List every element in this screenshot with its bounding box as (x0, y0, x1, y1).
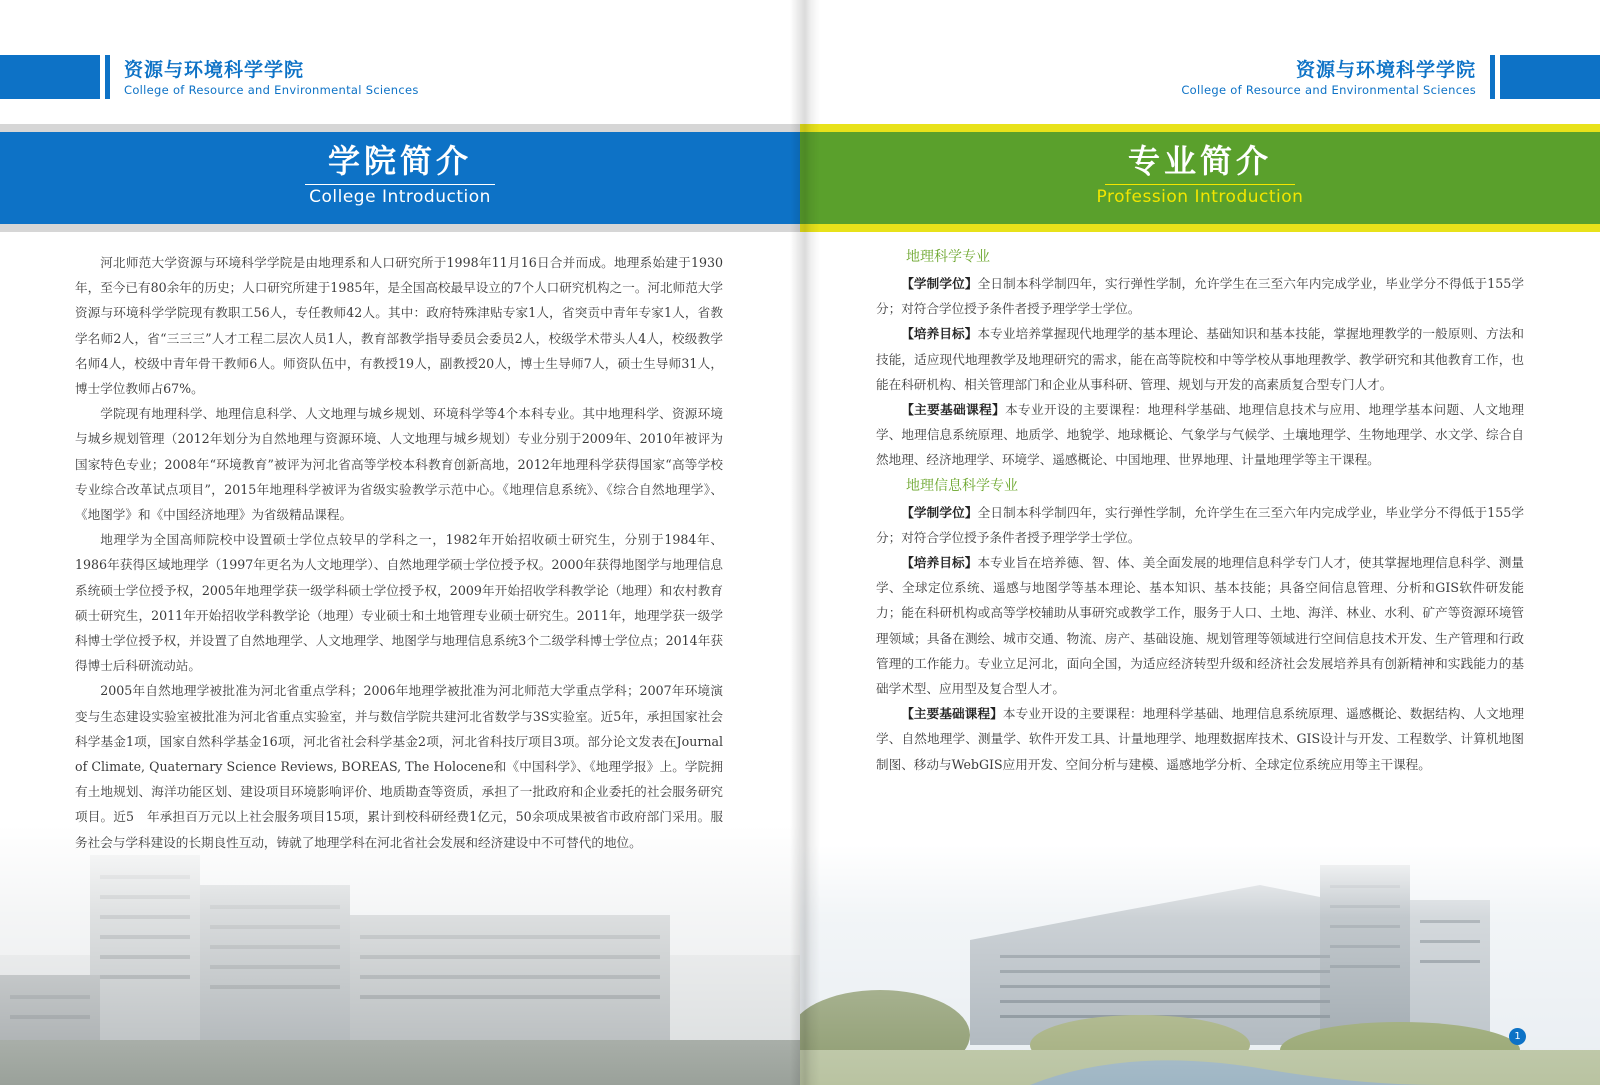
intro-paragraph: 河北师范大学资源与环境科学学院是由地理系和人口研究所于1998年11月16日合并而成。地理系始建于1930年，至今已有80余年的历史；人口研究所建于1985年，是全国高校最早设立的7个人口研究机构之一。河北师范大学资源与环境科学学院现有教职工56人，专任教师42人。其中：政府特殊津贴专家1人，省突贡中青年专家1人，省教学名师2人，省“三三三”人才工程二层次人员1人，教育部教学指导委员会委员2人，校级学术带头人4人，校级教学名师4人，校级中青年骨干教师6人。师资队伍中，有教授19人，副教授20人，博士生导师7人，硕士生导师31人，博士学位教师占67%。 (75, 255, 723, 397)
header-tick-right (1490, 55, 1495, 99)
header-bar-right (1500, 55, 1600, 99)
item-text: 本专业开设的主要课程：地理科学基础、地理信息系统原理、遥感概论、数据结构、人文地理学、自然地理学、测量学、软件开发工具、计量地理学、地理数据库技术、GIS设计与开发、工程数学、计算机地图制图、移动与WebGIS应用开发、空间分析与建模、遥感地学分析、全球定位系统应用等主干课程。 (876, 706, 1524, 772)
section-title-cn: 学院简介 (327, 142, 472, 180)
item-text: 本专业培养掌握现代地理学的基本理论、基础知识和基本技能，掌握地理教学的一般原则、方法和技能，适应现代地理教学及地理研究的需求，能在高等院校和中等学校从事地理教学、教学研究和其他教育工作，也能在科研机构、相关管理部门和企业从事科研、管理、规划与开发的高素质复合型专门人才。 (876, 326, 1525, 392)
item-tag: 【学制学位】 (901, 504, 978, 520)
title-band-bottom-rule (800, 224, 1600, 232)
college-name-en: College of Resource and Environmental Sciences (124, 83, 419, 97)
title-band-top-rule (800, 124, 1600, 132)
title-band-top-rule (0, 124, 800, 132)
campus-photo-left (0, 825, 800, 1085)
major-item (876, 271, 1524, 321)
item-tag: 【培养目标】 (901, 326, 978, 342)
header-tick-left (105, 55, 110, 99)
major-item (876, 500, 1524, 550)
college-logo-right (1181, 58, 1476, 98)
section-title (0, 140, 800, 209)
major-item (876, 321, 1524, 397)
item-text: 全日制本科学制四年，实行弹性学制，允许学生在三至六年内完成学业，毕业学分不得低于155学分；对符合学位授予条件者授予理学学士学位。 (876, 504, 1525, 545)
college-logo-left (124, 58, 419, 98)
header-bar-left (0, 55, 100, 99)
major-item (876, 550, 1524, 701)
major-item (876, 397, 1524, 473)
college-name-cn: 资源与环境科学学院 (1295, 59, 1476, 81)
right-page (800, 0, 1600, 1085)
title-band-bottom-rule (0, 224, 800, 232)
campus-photo-right (800, 845, 1600, 1085)
section-title-en: Profession Introduction (1096, 187, 1304, 207)
major-heading: 地理科学专业 (906, 249, 990, 265)
section-title-en: College Introduction (309, 187, 491, 207)
college-intro-text (75, 250, 723, 855)
item-tag: 【培养目标】 (901, 555, 978, 571)
item-tag: 【学制学位】 (901, 276, 978, 291)
item-text: 本专业开设的主要课程：地理科学基础、地理信息技术与应用、地理学基本问题、人文地理学、地理信息系统原理、地质学、地貌学、地球概论、气象学与气候学、土壤地理学、生物地理学、水文学、综合自然地理、经济地理学、环境学、遥感概论、中国地理、世界地理、计量地理学等主干课程。 (876, 402, 1525, 468)
college-name-en: College of Resource and Environmental Sciences (1181, 83, 1476, 97)
section-title-cn: 专业简介 (1127, 142, 1272, 180)
item-tag: 【主要基础课程】 (901, 402, 1006, 418)
college-name-cn: 资源与环境科学学院 (124, 59, 305, 81)
intro-paragraph: 地理学为全国高师院校中设置硕士学位点较早的学科之一，1982年开始招收硕士研究生，分别于1984年、1986年获得区域地理学（1997年更名为人文地理学）、自然地理学硕士学位授予权。2000年获得地图学与地理信息系统硕士学位授予权，2005年地理学获一级学科硕士学位授予权，2009年开始招收学科教学论（地理）和农村教育硕士研究生，2011年开始招收学科教学论（地理）专业硕士和土地管理专业硕士研究生。2011年，地理学获一级学科博士学位授予权，并设置了自然地理学、人文地理学、地图学与地理信息系统3个二级学科博士学位点；2014年获得博士后科研流动站。 (75, 532, 723, 674)
major-heading: 地理信息科学专业 (906, 477, 1018, 494)
section-title (800, 140, 1600, 209)
intro-paragraph: 2005年自然地理学被批准为河北省重点学科；2006年地理学被批准为河北师范大学重点学科；2007年环境演变与生态建设实验室被批准为河北省重点实验室，并与数信学院共建河北省数学与3S实验室。近5年，承担国家社会科学基金1项，国家自然科学基金16项，河北省社会科学基金2项，河北省科技厅项目3项。部分论文发表在Journal of Climate, Quaternary Science Reviews, BOREAS, The Holocene和《中国科学》、《地理学报》上。学院拥有土地规划、海洋功能区划、建设项目环境影响评价、地质勘查等资质，承担了一批政府和企业委托的社会服务研究项目。近5 年承担百万元以上社会服务项目15项，累计到校科研经费1亿元，50余项成果被省市政府部门采用。服务社会与学科建设的长期良性互动，铸就了地理学科在河北省社会发展和经济建设中不可替代的地位。 (75, 683, 723, 850)
page-number-badge: 1 (1509, 1028, 1526, 1045)
major-item (876, 701, 1524, 777)
item-tag: 【主要基础课程】 (901, 706, 1003, 722)
intro-paragraph: 学院现有地理科学、地理信息科学、人文地理与城乡规划、环境科学等4个本科专业。其中地理科学、资源环境与城乡规划管理（2012年划分为自然地理与资源环境、人文地理与城乡规划）专业分别于2009年、2010年被评为国家特色专业；2008年“环境教育”被评为河北省高等学校本科教育创新高地，2012年地理科学获得国家“高等学校专业综合改革试点项目”，2015年地理科学被评为省级实验教学示范中心。《地理信息系统》、《综合自然地理学》、《地图学》和《中国经济地理》为省级精品课程。 (75, 406, 723, 523)
item-text: 全日制本科学制四年，实行弹性学制，允许学生在三至六年内完成学业，毕业学分不得低于155学分；对符合学位授予条件者授予理学学士学位。 (876, 276, 1525, 317)
profession-intro-text (876, 244, 1524, 777)
item-text: 本专业旨在培养德、智、体、美全面发展的地理信息科学专门人才，使其掌握地理信息科学、测量学、全球定位系统、遥感与地图学等基本理论、基本知识、基本技能；具备空间信息管理、分析和GIS软件研发能力；能在科研机构或高等学校辅助从事研究或教学工作，服务于人口、土地、海洋、林业、水利、矿产等资源环境管理领域；具备在测绘、城市交通、物流、房产、基础设施、规划管理等领域进行空间信息技术开发、生产管理和行政管理的工作能力。专业立足河北，面向全国，为适应经济转型升级和经济社会发展培养具有创新精神和实践能力的基础学术型、应用型及复合型人才。 (876, 555, 1525, 697)
